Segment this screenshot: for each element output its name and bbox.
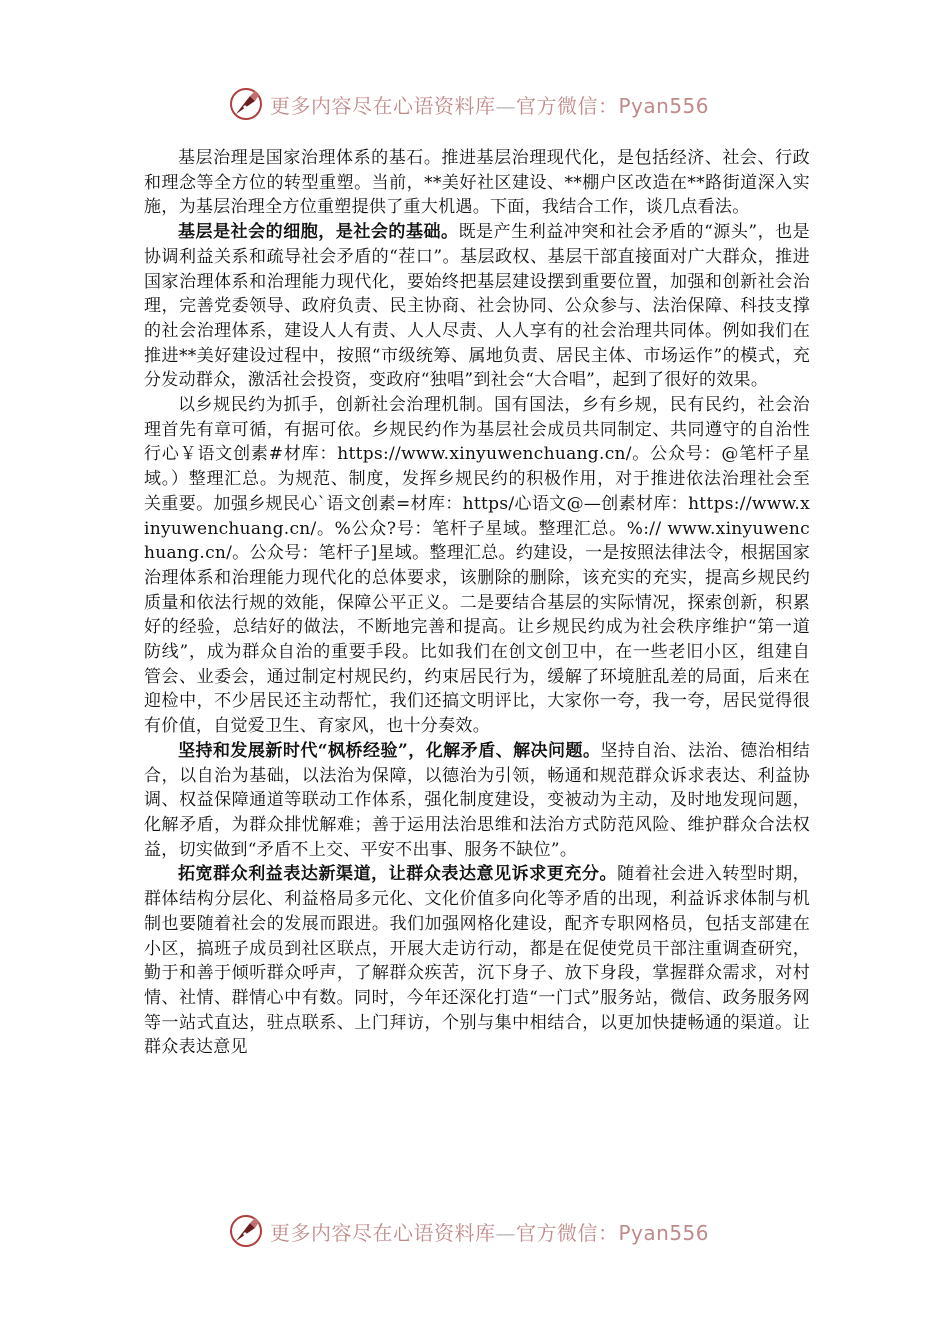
banner-wechat-label: 官方微信： xyxy=(516,93,619,118)
paragraph-1-body: 基层治理是国家治理体系的基石。推进基层治理现代化，是包括经济、社会、行政和理念等全方位的转型重塑。当前，**美好社区建设、**棚户区改造在**路街道深入实施，为基层治理全方位重塑提供了重大机遇。下面，我结合工作，谈几点看法。 xyxy=(144,148,810,218)
article-body xyxy=(144,146,810,1060)
paragraph-2 xyxy=(144,220,810,393)
pen-nib-logo-icon xyxy=(228,1213,264,1249)
banner-title: 更多内容尽在心语资料库 xyxy=(270,1220,496,1245)
paragraph-1 xyxy=(144,146,810,220)
paragraph-3 xyxy=(144,393,810,739)
banner-title: 更多内容尽在心语资料库 xyxy=(270,93,496,118)
paragraph-3-body: 以乡规民约为抓手，创新社会治理机制。国有国法，乡有乡规，民有民约，社会治理首先有章可循，有据可依。乡规民约作为基层社会成员共同制定、共同遵守的自治性行心￥语文创素#材库：https://www.xinyuwenchuang.cn/。公众号：@笔杆子星域。）整理汇总。为规范、制度，发挥乡规民约的积极作用，对于推进依法治理社会至关重要。加强乡规民心`语文创素=材库：https/心语文@—创素材库：https://www.xinyuwenchuang.cn/。%公众?号：笔杆子星域。整理汇总。%:// www.xinyuwenchuang.cn/。公众号：笔杆子]星域。整理汇总。约建设，一是按照法律法令，根据国家治理体系和治理能力现代化的总体要求，该删除的删除，该充实的充实，提高乡规民约质量和依法行规的效能，保障公平正义。二是要结合基层的实际情况，探索创新，积累好的经验，总结好的做法，不断地完善和提高。让乡规民约成为社会秩序维护“第一道防线”，成为群众自治的重要手段。比如我们在创文创卫中，在一些老旧小区，组建自管会、业委会，通过制定村规民约，约束居民行为，缓解了环境脏乱差的局面，后来在迎检中，不少居民还主动帮忙，我们还搞文明评比，大家你一夸，我一夸，居民觉得很有价值，自觉爱卫生、育家风，也十分奏效。 xyxy=(144,395,810,737)
paragraph-5-lead: 拓宽群众利益表达新渠道，让群众表达意见诉求更充分。 xyxy=(178,864,618,885)
banner-wechat-id: Pyan556 xyxy=(618,93,710,118)
banner-wechat-id: Pyan556 xyxy=(618,1220,710,1245)
paragraph-2-lead: 基层是社会的细胞，是社会的基础。 xyxy=(178,222,459,243)
banner-separator: — xyxy=(495,1220,516,1245)
paragraph-4-lead: 坚持和发展新时代“枫桥经验”，化解矛盾、解决问题。 xyxy=(178,740,601,761)
paragraph-5 xyxy=(144,862,810,1060)
banner-text xyxy=(270,90,709,119)
header-banner xyxy=(228,84,748,124)
banner-separator: — xyxy=(495,93,516,118)
paragraph-5-body: 随着社会进入转型时期，群体结构分层化、利益格局多元化、文化价值多向化等矛盾的出现，利益诉求体制与机制也要随着社会的发展而跟进。我们加强网格化建设，配齐专职网格员，包括支部建在小区，搞班子成员到社区联点，开展大走访行动，都是在促使党员干部注重调查研究，勤于和善于倾听群众呼声，了解群众疾苦，沉下身子、放下身段，掌握群众需求，对村情、社情、群情心中有数。同时，今年还深化打造“一门式”服务站，微信、政务服务网等一站式直达，驻点联系、上门拜访，个别与集中相结合，以更加快捷畅通的渠道。让群众表达意见 xyxy=(144,864,810,1058)
paragraph-4 xyxy=(144,739,810,863)
footer-banner xyxy=(228,1211,748,1251)
banner-wechat-label: 官方微信： xyxy=(516,1220,619,1245)
paragraph-2-body: 既是产生利益冲突和社会矛盾的“源头”，也是协调利益关系和疏导社会矛盾的“茬口”。基层政权、基层干部直接面对广大群众，推进国家治理体系和治理能力现代化，要始终把基层建设摆到重要位置，加强和创新社会治理，完善党委领导、政府负责、民主协商、社会协同、公众参与、法治保障、科技支撑的社会治理体系，建设人人有责、人人尽责、人人享有的社会治理共同体。例如我们在推进**美好建设过程中，按照“市级统筹、属地负责、居民主体、市场运作”的模式，充分发动群众，激活社会投资，变政府“独唱”到社会“大合唱”，起到了很好的效果。 xyxy=(144,222,810,391)
pen-nib-logo-icon xyxy=(228,86,264,122)
banner-text xyxy=(270,1217,709,1246)
paragraph-4-body: 坚持自治、法治、德治相结合，以自治为基础，以法治为保障，以德治为引领，畅通和规范群众诉求表达、利益协调、权益保障通道等联动工作体系，强化制度建设，变被动为主动，及时地发现问题，化解矛盾，为群众排忧解难；善于运用法治思维和法治方式防范风险、维护群众合法权益，切实做到“矛盾不上交、平安不出事、服务不缺位”。 xyxy=(144,740,810,860)
